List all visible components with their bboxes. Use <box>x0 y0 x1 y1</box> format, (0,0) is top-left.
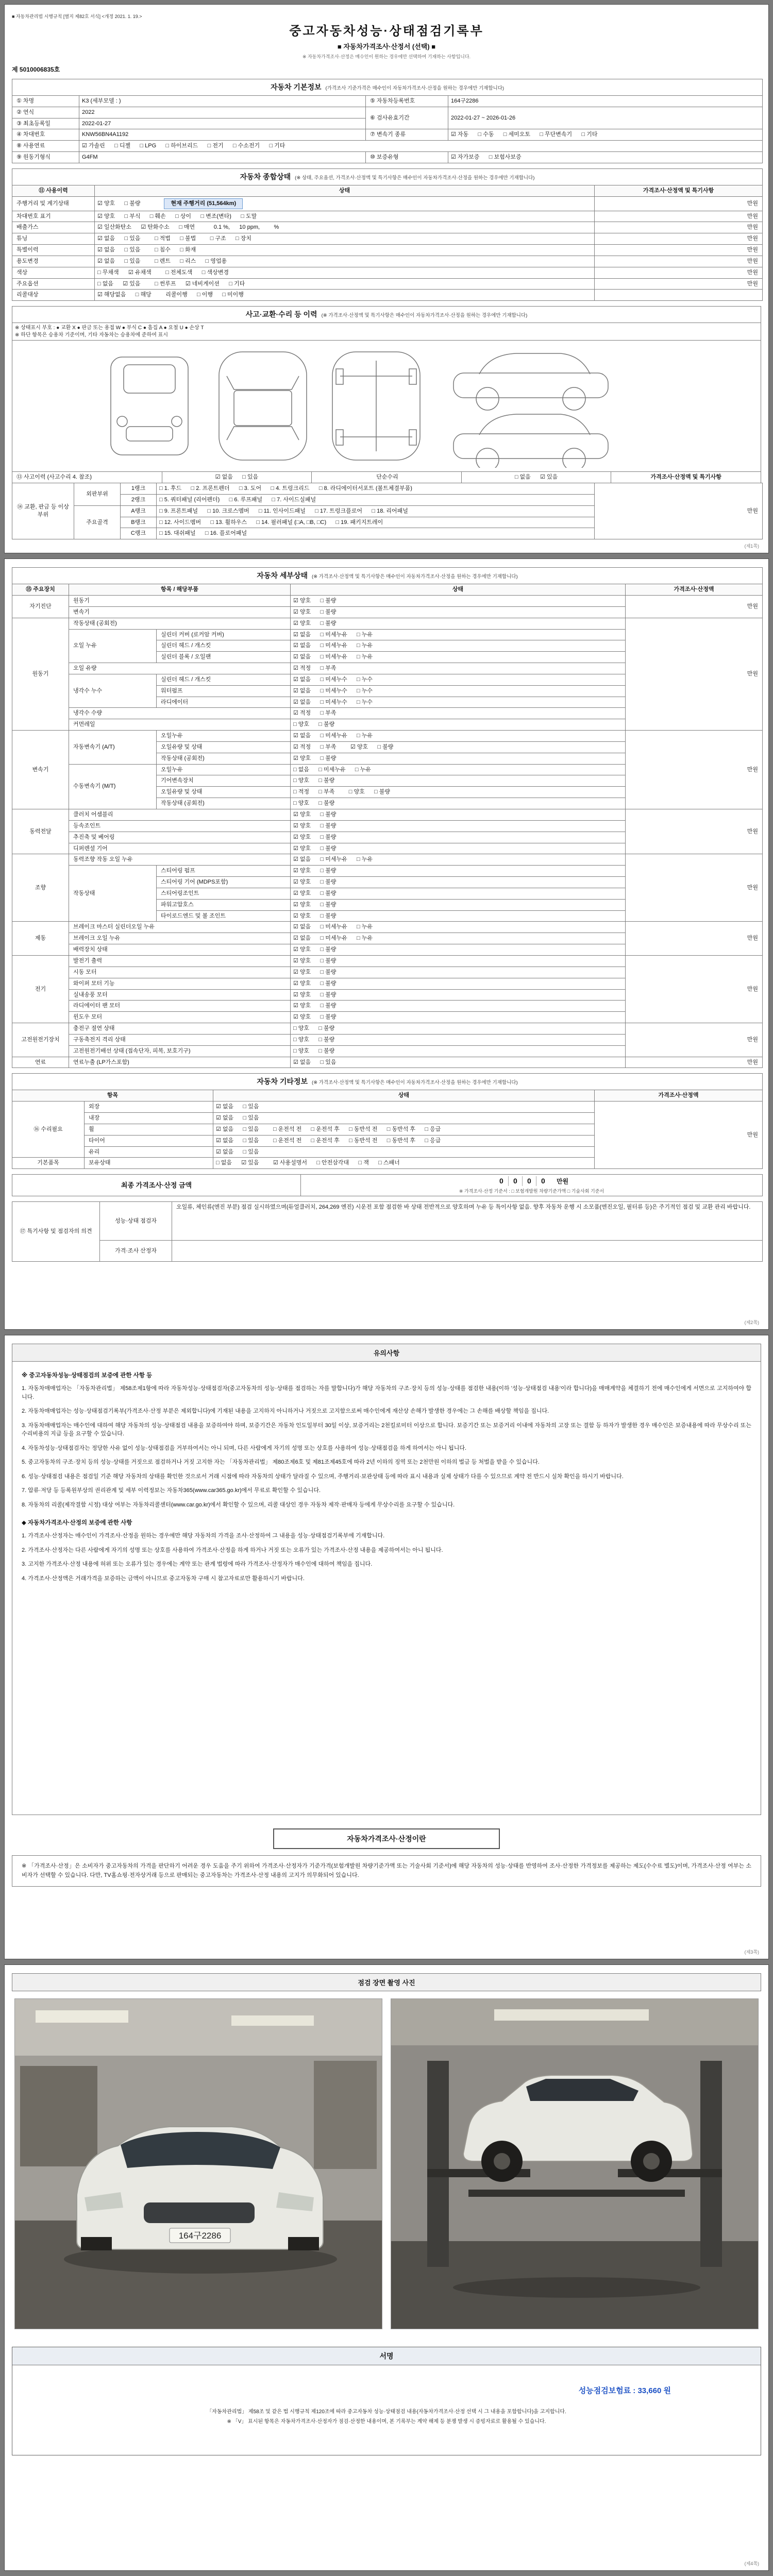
item-label: 윈도우 모터 <box>69 1012 291 1023</box>
accident-history-table <box>12 306 761 483</box>
signature-body <box>12 2365 761 2455</box>
part-label: 오일유량 및 상태 <box>157 787 291 798</box>
status-value: □ 없음 □ 미세누유 □ 누유 <box>291 764 626 775</box>
item-label: 고전원전기배선 상태 (접속단자, 피복, 보호기구) <box>69 1045 291 1057</box>
part-label: 파워고압호스 <box>157 899 291 910</box>
status-value: ☑ 적정 □ 부족 <box>291 708 626 719</box>
status-value: ☑ 양호 □ 불량 <box>291 843 626 854</box>
price-cell: 만원 <box>595 1101 763 1169</box>
fuel-checkboxes: ☑ 가솔린 □ 디젤 □ LPG □ 하이브리드 □ 전기 □ 수소전기 □ 기타 <box>79 141 763 152</box>
notice-item: 6. 성능·상태점검 내용은 점검일 기준 해당 자동차의 상태를 확인한 것으로서 거래 시점에 따라 자동차의 상태가 달라질 수 있으며, 주행거리·보관상태 등에 따라 표시 내용과 실제 상태가 다를 수 있으므로 계약 전 반드시 실차 확인을 하시기 바랍니다. <box>22 1473 624 1480</box>
col-price: 가격조사·산정액 <box>595 1090 763 1101</box>
status-value: □ 양호 □ 불량 <box>291 798 626 809</box>
status-value: ☑ 없음 □ 있음 <box>213 1112 595 1124</box>
remarks-table <box>12 1201 763 1262</box>
status-value: ☑ 양호 □ 불량 <box>291 967 626 978</box>
row-label: 차대번호 표기 <box>12 211 95 222</box>
section-title-text: 사고·교환·수리 등 이력 <box>245 310 317 319</box>
row-status: ☑ 없음 □ 있음 □ 침수 □ 화재 <box>95 245 595 256</box>
appraiser-comment <box>172 1241 763 1262</box>
device-highvoltage: 고전원전기장치 <box>12 1023 69 1057</box>
warranty-type-checkboxes: ☑ 자가보증 □ 보험사보증 <box>448 152 763 163</box>
status-value: □ 적정 □ 부족 □ 양호 □ 불량 <box>291 787 626 798</box>
status-value: ☑ 없음 □ 미세누유 □ 누유 <box>291 922 626 933</box>
status-value: ☑ 없음 □ 미세누수 □ 누수 <box>291 674 626 685</box>
row-status: ☑ 없음 □ 있음 □ 적법 □ 불법 □ 구조 □ 장치 <box>95 233 595 245</box>
exchange-section-label: ⑭ 교환, 판금 등 이상 부위 <box>12 483 74 539</box>
engine-type-value: G4FM <box>79 152 366 163</box>
col-status: 상태 <box>213 1090 595 1101</box>
rankA-label: A랭크 <box>121 505 157 517</box>
status-value: ☑ 없음 □ 미세누수 □ 누수 <box>291 697 626 708</box>
repair-needed-label: ⑯ 수리필요 <box>12 1101 85 1158</box>
price-cell: 만원 <box>626 618 763 730</box>
price-cell: 만원 <box>595 267 763 278</box>
remarks-label: ⑰ 특기사항 및 점검자의 의견 <box>12 1202 100 1262</box>
part-label: 타이로드엔드 및 볼 조인트 <box>157 910 291 922</box>
status-value: ☑ 양호 □ 불량 <box>291 753 626 764</box>
status-value: ☑ 양호 □ 불량 <box>291 866 626 877</box>
col-status: 상태 <box>95 185 595 196</box>
rank2-items: □ 5. 쿼터패널 (리어펜더) □ 6. 루프패널 □ 7. 사이드실패널 <box>157 494 595 505</box>
device-selfdiag: 자기진단 <box>12 595 69 618</box>
device-brake: 제동 <box>12 922 69 956</box>
accident-history-label: ⑬ 사고이력 (사고수리 4. 참조) <box>12 472 162 483</box>
status-value: ☑ 양호 □ 불량 <box>291 899 626 910</box>
rank2-label: 2랭크 <box>121 494 157 505</box>
part-label: 실린더 커버 (로커암 커버) <box>157 629 291 640</box>
part-label: 실린더 블록 / 오일팬 <box>157 652 291 663</box>
notice-item: 3. 자동차매매업자는 매수인에 대하여 해당 자동차의 성능·상태점검 내용을 보증하여야 하며, 보증기간은 자동차 인도일부터 30일 이상, 보증거리는 2천킬로미터 이상으로 합니다. 보증기간 또는 보증거리 이내에 자동차의 고장 또는 결함 등 하자가 발생한 경우 매수인은 보증내용에 따라 무상수리 또는 수리비용의 지급 등을 요구할 수 있습니다. <box>22 1422 751 1437</box>
price-cell: 만원 <box>626 731 763 809</box>
item-label: 원동기 <box>69 595 291 606</box>
price-cell <box>595 290 763 301</box>
price-cell: 만원 <box>626 955 763 1023</box>
part-label: 스티어링조인트 <box>157 888 291 899</box>
model-year-label: ② 연식 <box>12 107 79 118</box>
page-footer: (제3쪽) <box>744 1950 759 1955</box>
photo-frame-front <box>14 1998 382 2329</box>
notice-sub-item: 4. 가격조사·산정액은 거래가격을 보증하는 금액이 아니므로 중고자동차 구매 시 참고자료로만 활용하시기 바랍니다. <box>22 1575 305 1582</box>
car-name-label: ① 차명 <box>12 95 79 107</box>
device-electric: 전기 <box>12 955 69 1023</box>
status-value: ☑ 양호 □ 불량 <box>291 944 626 956</box>
row-label: 주요옵션 <box>12 278 95 290</box>
status-value: □ 양호 □ 불량 <box>291 1023 626 1035</box>
status-value: ☑ 없음 □ 있음 <box>213 1146 595 1158</box>
first-reg-value: 2022-01-27 <box>79 118 366 129</box>
page-title: 중고자동차성능·상태점검기록부 <box>289 24 484 38</box>
item-label: 디퍼렌셜 기어 <box>69 843 291 854</box>
status-value: ☑ 없음 □ 미세누유 □ 누유 <box>291 854 626 866</box>
outer-panel-label: 외판부위 <box>74 483 121 506</box>
item-label: 커먼레일 <box>69 719 291 731</box>
section-title-other <box>12 1074 763 1090</box>
part-label: 기어변속장치 <box>157 775 291 787</box>
page-subtitle: ■ 자동차가격조사·산정서 (선택) ■ <box>337 43 436 50</box>
reg-no-label: ⑤ 자동차등록번호 <box>366 95 448 107</box>
notices-sub-heading: ◆ 자동차가격조사·산정의 보증에 관한 사항 <box>22 1520 132 1527</box>
exchange-price-cell: 만원 <box>595 483 763 539</box>
signature-legal-line-1: 「자동차관리법」 제58조 및 같은 법 시행규칙 제120조에 따라 중고자동차 성능·상태점검 내용(자동차가격조사·산정 선택 시 그 내용을 포함합니다)을 고지합니다. <box>207 2409 566 2415</box>
car-diagram-cell <box>12 341 761 472</box>
notice-item: 5. 중고자동차의 구조·장치 등의 성능·상태를 거짓으로 점검하거나 거짓 고지한 자는 「자동차관리법」 제80조제6호 및 제81조제45호에 따라 2년 이하의 징역 또는 2천만원 이하의 벌금 등 처벌을 받을 수 있습니다. <box>22 1459 540 1466</box>
section-title-text: 자동차 세부상태 <box>257 571 308 580</box>
page-4 <box>4 1964 769 2571</box>
item-label: 라디에이터 팬 모터 <box>69 1001 291 1012</box>
device-steering: 조향 <box>12 854 69 922</box>
item-label: 동력조향 작동 오일 누유 <box>69 854 291 866</box>
section-title-text: 자동차 기타정보 <box>257 1077 308 1086</box>
panel-exchange-table <box>12 483 763 539</box>
status-value: ☑ 적정 □ 부족 ☑ 양호 □ 불량 <box>291 741 626 753</box>
status-value: □ 양호 □ 불량 <box>291 1034 626 1045</box>
status-value: ☑ 양호 □ 불량 <box>291 820 626 832</box>
section-title-detail <box>12 568 763 584</box>
final-price-value <box>301 1175 763 1196</box>
status-value: ☑ 없음 □ 있음 <box>291 1057 626 1068</box>
accident-price-header: 가격조사·산정액 및 특기사항 <box>611 472 761 483</box>
fuel-label: ⑧ 사용연료 <box>12 141 79 152</box>
col-device: ⑮ 주요장치 <box>12 584 69 596</box>
state-code-legend <box>12 323 761 341</box>
col-item: 항목 <box>12 1090 213 1101</box>
price-cell: 만원 <box>626 1023 763 1057</box>
status-value: ☑ 양호 □ 불량 <box>291 832 626 843</box>
legend-line-2: ※ 하단 항목은 승용차 기준이며, 기타 자동차는 승용차에 준하여 표시 <box>15 332 168 338</box>
part-label: 보유상태 <box>85 1158 213 1169</box>
section-title-overall <box>12 168 763 185</box>
detail-condition-table <box>12 567 763 1068</box>
notices-heading: ※ 중고자동차성능·상태점검의 보증에 관한 사항 등 <box>22 1372 153 1379</box>
item-label: 오일 유량 <box>69 663 291 674</box>
section-note: (※ 가격조사·산정액 및 특기사항은 매수인이 자동차가격조사·산정을 원하는 경우에만 기재합니다) <box>321 313 528 319</box>
document-header <box>12 20 761 63</box>
part-label: 작동상태 (공회전) <box>157 753 291 764</box>
price-cell: 만원 <box>595 211 763 222</box>
rankC-label: C랭크 <box>121 528 157 539</box>
basic-info-table <box>12 79 763 163</box>
part-label: 실린더 헤드 / 개스킷 <box>157 640 291 652</box>
price-cell: 만원 <box>595 278 763 290</box>
page-1 <box>4 4 769 553</box>
status-value: ☑ 없음 □ 미세누유 □ 누유 <box>291 731 626 742</box>
license-plate-text: 164구2286 <box>178 2231 222 2241</box>
part-label: 라디에이터 <box>157 697 291 708</box>
device-powertrain: 동력전달 <box>12 809 69 854</box>
signature-section <box>12 2347 761 2455</box>
transmission-label: ⑦ 변속기 종류 <box>366 129 448 141</box>
part-label: 타이어 <box>85 1135 213 1146</box>
status-value: ☑ 적정 □ 부족 <box>291 663 626 674</box>
price-definition-text: ※ 「가격조사·산정」은 소비자가 중고자동차의 가격을 판단하기 어려운 경우 도움을 주기 위하여 가격조사·산정자가 기준가격(보험개발원 차량기준가액 또는 기술사회 기준서)에 해당 자동차의 성능·상태를 반영하여 조사·산정한 가격정보를 제공하는 제도(수수료 별도)이며, 가격조사·산정 여부는 소비자가 선택할 수 있습니다. 다만, TV홈쇼핑·전자상거래 등으로 판매되는 중고자동차는 가격조사·산정 내용의 고지가 의무화되어 있습니다. <box>12 1855 761 1887</box>
row-label: 용도변경 <box>12 256 95 267</box>
mileage-label: 주행거리 및 계기상태 <box>12 196 95 211</box>
status-value: ☑ 양호 □ 불량 <box>291 978 626 989</box>
car-damage-diagram <box>98 344 675 468</box>
status-value: ☑ 양호 □ 불량 <box>291 1001 626 1012</box>
part-label: 오일누유 <box>157 731 291 742</box>
status-value: ☑ 없음 □ 미세누유 □ 누유 <box>291 640 626 652</box>
row-label: 튜닝 <box>12 233 95 245</box>
current-mileage-badge: 현재 주행거리 (51,564km) <box>164 198 243 209</box>
page-3 <box>4 1335 769 1959</box>
part-label: 오일누유 <box>157 764 291 775</box>
rankC-items: □ 15. 대쉬패널 □ 16. 플로어패널 <box>157 528 595 539</box>
overall-condition-table <box>12 168 763 301</box>
notices-title: 유의사항 <box>12 1344 761 1362</box>
model-year-value: 2022 <box>79 107 366 118</box>
item-label: 자동변속기 (A/T) <box>69 731 157 765</box>
row-status: ☑ 없음 □ 있음 □ 렌트 □ 리스 □ 영업용 <box>95 256 595 267</box>
engine-type-label: ⑨ 원동기형식 <box>12 152 79 163</box>
col-price: 가격조사·산정액 및 특기사항 <box>595 185 763 196</box>
price-cell: 만원 <box>595 222 763 233</box>
basic-items-label: 기본품목 <box>12 1158 85 1169</box>
page-2 <box>4 558 769 1330</box>
status-value: ☑ 없음 □ 있음 <box>213 1101 595 1113</box>
price-digit: 0 <box>499 1177 503 1185</box>
status-value: ☑ 양호 □ 불량 <box>291 955 626 967</box>
warranty-type-label: ⑩ 보증유형 <box>366 152 448 163</box>
item-label: 연료누출 (LP가스포함) <box>69 1057 291 1068</box>
mileage-status <box>95 196 595 211</box>
rank1-label: 1랭크 <box>121 483 157 495</box>
insurance-premium: 성능점검보험료 : 33,660 원 <box>578 2386 671 2396</box>
inspection-valid-label: ⑥ 검사유효기간 <box>366 107 448 129</box>
final-price-label: 최종 가격조사·산정 금액 <box>12 1175 301 1196</box>
status-value: ☑ 없음 □ 미세누수 □ 누수 <box>291 685 626 697</box>
item-label: 냉각수 수량 <box>69 708 291 719</box>
price-definition-title: 자동차가격조사·산정이란 <box>273 1828 500 1849</box>
price-cell: 만원 <box>595 256 763 267</box>
section-title-text: 자동차 종합상태 <box>240 172 291 181</box>
part-label: 오일유량 및 상태 <box>157 741 291 753</box>
photos-title: 점검 장면 촬영 사진 <box>12 1973 761 1991</box>
price-cell: 만원 <box>595 196 763 211</box>
status-value: ☑ 없음 □ 미세누유 □ 누유 <box>291 652 626 663</box>
item-label: 실내송풍 모터 <box>69 989 291 1001</box>
price-cell: 만원 <box>595 245 763 256</box>
status-value: ☑ 양호 □ 불량 <box>291 618 626 629</box>
photo-frame-lift <box>391 1998 759 2329</box>
first-reg-label: ③ 최초등록일 <box>12 118 79 129</box>
price-cell: 만원 <box>626 922 763 956</box>
row-status: ☑ 양호 □ 부식 □ 훼손 □ 상이 □ 변조(변타) □ 도말 <box>95 211 595 222</box>
part-label: 휠 <box>85 1124 213 1135</box>
other-info-table <box>12 1073 763 1169</box>
header-note: ※ 자동차가격조사·산정은 매수인이 원하는 경우에만 선택하여 기재하는 사항입니다. <box>302 54 471 59</box>
form-reference: ■ 자동차관리법 시행규칙 [별지 제82호 서식] <개정 2021. 1. 19.> <box>12 14 142 19</box>
page-footer: (제1쪽) <box>744 544 759 549</box>
document-number: 제 5010006835호 <box>12 66 60 73</box>
section-note: (※ 가격조사·산정액 및 특기사항은 매수인이 자동차가격조사·산정을 원하는 경우에만 기재합니다) <box>311 574 518 580</box>
item-label: 발전기 출력 <box>69 955 291 967</box>
status-value: ☑ 양호 □ 불량 <box>291 989 626 1001</box>
inspection-photo-front <box>15 1999 382 2329</box>
mileage-checkboxes: ☑ 양호 □ 불량 <box>97 200 141 207</box>
section-title-accident <box>12 307 761 323</box>
col-usage-history: ⑪ 사용이력 <box>12 185 95 196</box>
status-value: □ 없음 ☑ 있음 ☑ 사용설명서 □ 안전삼각대 □ 잭 □ 스패너 <box>213 1158 595 1169</box>
part-label: 작동상태 (공회전) <box>157 798 291 809</box>
device-fuel: 연료 <box>12 1057 69 1068</box>
section-title-basic <box>12 79 763 96</box>
item-label: 브레이크 마스터 실린더오일 누유 <box>69 922 291 933</box>
status-value: ☑ 없음 □ 있음 □ 운전석 전 □ 운전석 후 □ 동반석 전 □ 동반석 후 □ 응급 <box>213 1124 595 1135</box>
part-label: 내장 <box>85 1112 213 1124</box>
device-transmission: 변속기 <box>12 731 69 809</box>
item-label: 변속기 <box>69 606 291 618</box>
status-value: □ 양호 □ 불량 <box>291 719 626 731</box>
notice-item: 2. 자동차매매업자는 성능·상태점검기록부(가격조사·산정 부분은 제외합니다)에 기재된 내용을 고지하지 아니하거나 거짓으로 고지함으로써 매수인에게 재산상 손해가 발생한 경우에는 그 손해를 배상할 책임을 집니다. <box>22 1408 549 1415</box>
price-cell: 만원 <box>626 1057 763 1068</box>
inspector-label: 성능·상태 점검자 <box>100 1202 172 1241</box>
item-label: 작동상태 (공회전) <box>69 618 291 629</box>
item-label: 추진축 및 베어링 <box>69 832 291 843</box>
item-label: 작동상태 <box>69 866 157 922</box>
part-label: 스티어링 펌프 <box>157 866 291 877</box>
page-footer: (제4쪽) <box>744 2561 759 2567</box>
notice-sub-item: 3. 고지한 가격조사·산정 내용에 허위 또는 오류가 있는 경우에는 계약 또는 관계 법령에 따라 가격조사·산정자가 매수인에 대하여 책임을 집니다. <box>22 1561 373 1568</box>
signature-title: 서명 <box>12 2347 761 2365</box>
part-label: 실린더 헤드 / 개스킷 <box>157 674 291 685</box>
status-value: ☑ 양호 □ 불량 <box>291 809 626 821</box>
status-value: ☑ 없음 □ 미세누유 □ 누유 <box>291 933 626 944</box>
price-cell: 만원 <box>595 233 763 245</box>
item-label: 브레이크 오일 누유 <box>69 933 291 944</box>
appraiser-label: 가격·조사 산정자 <box>100 1241 172 1262</box>
rankA-items: □ 9. 프론트패널 □ 10. 크로스멤버 □ 11. 인사이드패널 □ 17. 트렁크플로어 □ 18. 리어패널 <box>157 505 595 517</box>
item-label: 냉각수 누수 <box>69 674 157 708</box>
legend-line-1: ※ 상태표시 부호 : ● 교환 X ● 판금 또는 용접 W ● 부식 C ● 흠집 A ● 요철 U ● 손상 T <box>15 325 204 331</box>
vin-label: ④ 차대번호 <box>12 129 79 141</box>
transmission-checkboxes: ☑ 자동 □ 수동 □ 세미오토 □ 무단변속기 □ 기타 <box>448 129 763 141</box>
price-cell: 만원 <box>626 595 763 618</box>
row-label: 특별이력 <box>12 245 95 256</box>
inspection-photo-lift <box>391 1999 758 2329</box>
section-title-text: 자동차 기본정보 <box>270 83 322 91</box>
inspector-comment: 오일류, 체인류(엔진 부분) 점검 실시하였으며(듀얼클러치, 264,269 엔진) 시운전 포함 점검한 바 상태 전반적으로 양호하며 누유 등 특이사항 없음. 향후 자동차 운행 시 소모품(엔진오일, 필터류 등)은 주기적인 점검 및 교환 관리 바랍니다. <box>172 1202 763 1241</box>
notice-item: 8. 자동차의 리콜(제작결함 시정) 대상 여부는 자동차리콜센터(www.car.go.kr)에서 확인할 수 있으며, 리콜 대상인 경우 자동차 제작·판매자 등에게 무상수리를 요구할 수 있습니다. <box>22 1501 455 1508</box>
status-value: ☑ 양호 □ 불량 <box>291 877 626 888</box>
status-value: ☑ 양호 □ 불량 <box>291 910 626 922</box>
price-digit: 0 <box>536 1176 550 1186</box>
status-value: ☑ 양호 □ 불량 <box>291 606 626 618</box>
rankB-items: □ 12. 사이드멤버 □ 13. 휠하우스 □ 14. 필러패널 (□A, □B, □C) □ 19. 패키지트레이 <box>157 517 595 528</box>
col-price: 가격조사·산정액 <box>626 584 763 596</box>
simple-repair-checkboxes: □ 없음 ☑ 있음 <box>461 472 611 483</box>
part-label: 스티어링 기어 (MDPS포함) <box>157 877 291 888</box>
col-status: 상태 <box>291 584 626 596</box>
part-label: 워터펌프 <box>157 685 291 697</box>
notice-item: 1. 자동차매매업자는 「자동차관리법」 제58조제1항에 따라 자동차성능·상태점검자(중고자동차의 성능·상태를 점검하는 자를 말합니다)가 해당 자동차의 구조·장치 등의 성능·상태를 점검한 내용(이하 '성능·상태점검 내용'이라 합니다)을 매매계약을 체결하기 전에 매수인에게 서면으로 고지하여야 합니다. <box>22 1385 751 1400</box>
price-basis-note: ※ 가격조사·산정 기준서 : □ 보험개발원 차량기준가액 □ 기술사회 기준서 <box>459 1189 604 1194</box>
status-value: ☑ 없음 □ 있음 □ 운전석 전 □ 운전석 후 □ 동반석 전 □ 동반석 후 □ 응급 <box>213 1135 595 1146</box>
notice-sub-item: 2. 가격조사·산정자는 다른 사람에게 자기의 성명 또는 상호를 사용하여 가격조사·산정을 하게 하거나 거짓 또는 오류가 있는 가격조사·산정 내용을 제공하여서는 아니 됩니다. <box>22 1547 443 1553</box>
notices-body <box>12 1362 761 1815</box>
rank1-items: □ 1. 후드 □ 2. 프론트펜더 □ 3. 도어 □ 4. 트렁크리드 □ 8. 라디에이터서포트 (볼트체결부품) <box>157 483 595 495</box>
price-digit: 0 <box>508 1176 522 1186</box>
inspection-photos <box>12 1998 761 2329</box>
item-label: 충전구 절연 상태 <box>69 1023 291 1035</box>
final-price-table <box>12 1174 763 1196</box>
part-label: 유리 <box>85 1146 213 1158</box>
section-note: (가격조사 기준가격은 매수인이 자동차가격조사·산정을 원하는 경우에만 기재합니다) <box>325 86 505 91</box>
item-label: 시동 모터 <box>69 967 291 978</box>
notice-sub-item: 1. 가격조사·산정자는 매수인이 가격조사·산정을 원하는 경우에만 해당 자동차의 가격을 조사·산정하여 그 내용을 성능·상태점검기록부에 기재합니다. <box>22 1533 385 1539</box>
item-label: 등속조인트 <box>69 820 291 832</box>
status-value: ☑ 없음 □ 미세누유 □ 누유 <box>291 629 626 640</box>
status-value: □ 양호 □ 불량 <box>291 1045 626 1057</box>
item-label: 배력장치 상태 <box>69 944 291 956</box>
device-engine: 원동기 <box>12 618 69 730</box>
item-label: 오일 누유 <box>69 629 157 663</box>
reg-no-value: 164구2286 <box>448 95 763 107</box>
main-frame-label: 주요골격 <box>74 505 121 539</box>
row-status: ☑ 일산화탄소 ☑ 탄화수소 □ 매연 0.1 %, 10 ppm, % <box>95 222 595 233</box>
item-label: 와이퍼 모터 기능 <box>69 978 291 989</box>
won-unit: 만원 <box>556 1178 569 1185</box>
simple-repair-label: 단순수리 <box>312 472 462 483</box>
col-item: 항목 / 해당부품 <box>69 584 291 596</box>
vin-value: KNW56BN4A1192 <box>79 129 366 141</box>
accident-history-checkboxes: ☑ 없음 □ 있음 <box>162 472 312 483</box>
status-value: ☑ 양호 □ 불량 <box>291 888 626 899</box>
status-value: ☑ 양호 □ 불량 <box>291 1012 626 1023</box>
notice-item: 7. 압류·저당 등 등록원부상의 권리관계 및 세부 이력정보는 자동차365(www.car365.go.kr)에서 무료로 확인할 수 있습니다. <box>22 1487 321 1494</box>
section-note: (※ 상태, 주요옵션, 가격조사·산정액 및 특기사항은 매수인이 자동차가격조사·산정을 원하는 경우에만 기재합니다) <box>295 175 535 181</box>
row-status: ☑ 해당없음 □ 해당 리콜이행 □ 이행 □ 미이행 <box>95 290 595 301</box>
page-footer: (제2쪽) <box>744 1320 759 1326</box>
section-note: (※ 가격조사·산정액 및 특기사항은 매수인이 자동차가격조사·산정을 원하는 경우에만 기재합니다) <box>311 1080 518 1086</box>
price-cell: 만원 <box>626 809 763 854</box>
row-label: 리콜대상 <box>12 290 95 301</box>
inspection-valid-value: 2022-01-27 ~ 2026-01-26 <box>448 107 763 129</box>
row-status: □ 무채색 ☑ 유채색 □ 전체도색 □ 색상변경 <box>95 267 595 278</box>
rankB-label: B랭크 <box>121 517 157 528</box>
price-cell: 만원 <box>626 854 763 922</box>
item-label: 수동변속기 (M/T) <box>69 764 157 809</box>
row-label: 색상 <box>12 267 95 278</box>
status-value: ☑ 양호 □ 불량 <box>291 595 626 606</box>
row-label: 배출가스 <box>12 222 95 233</box>
status-value: □ 양호 □ 불량 <box>291 775 626 787</box>
price-digit: 0 <box>522 1176 536 1186</box>
part-label: 외장 <box>85 1101 213 1113</box>
signature-legal-line-2: ※ 「V」 표시된 항목은 자동차가격조사·산정자가 점검·산정한 내용이며, 본 기록부는 계약 해제 등 분쟁 발생 시 증빙자료로 활용될 수 있습니다. <box>227 2419 546 2425</box>
row-status: □ 없음 ☑ 있음 □ 썬루프 ☑ 네비게이션 □ 기타 <box>95 278 595 290</box>
notice-item: 4. 자동차성능·상태점검자는 정당한 사유 없이 성능·상태점검을 거부하여서는 아니 되며, 다른 사람에게 자기의 성명 또는 상호를 사용하여 성능·상태점검을 하게 하여서는 아니 됩니다. <box>22 1445 467 1451</box>
car-name-value: K3 (세부모델 : ) <box>79 95 366 107</box>
item-label: 클러치 어셈블리 <box>69 809 291 821</box>
item-label: 구동축전지 격리 상태 <box>69 1034 291 1045</box>
